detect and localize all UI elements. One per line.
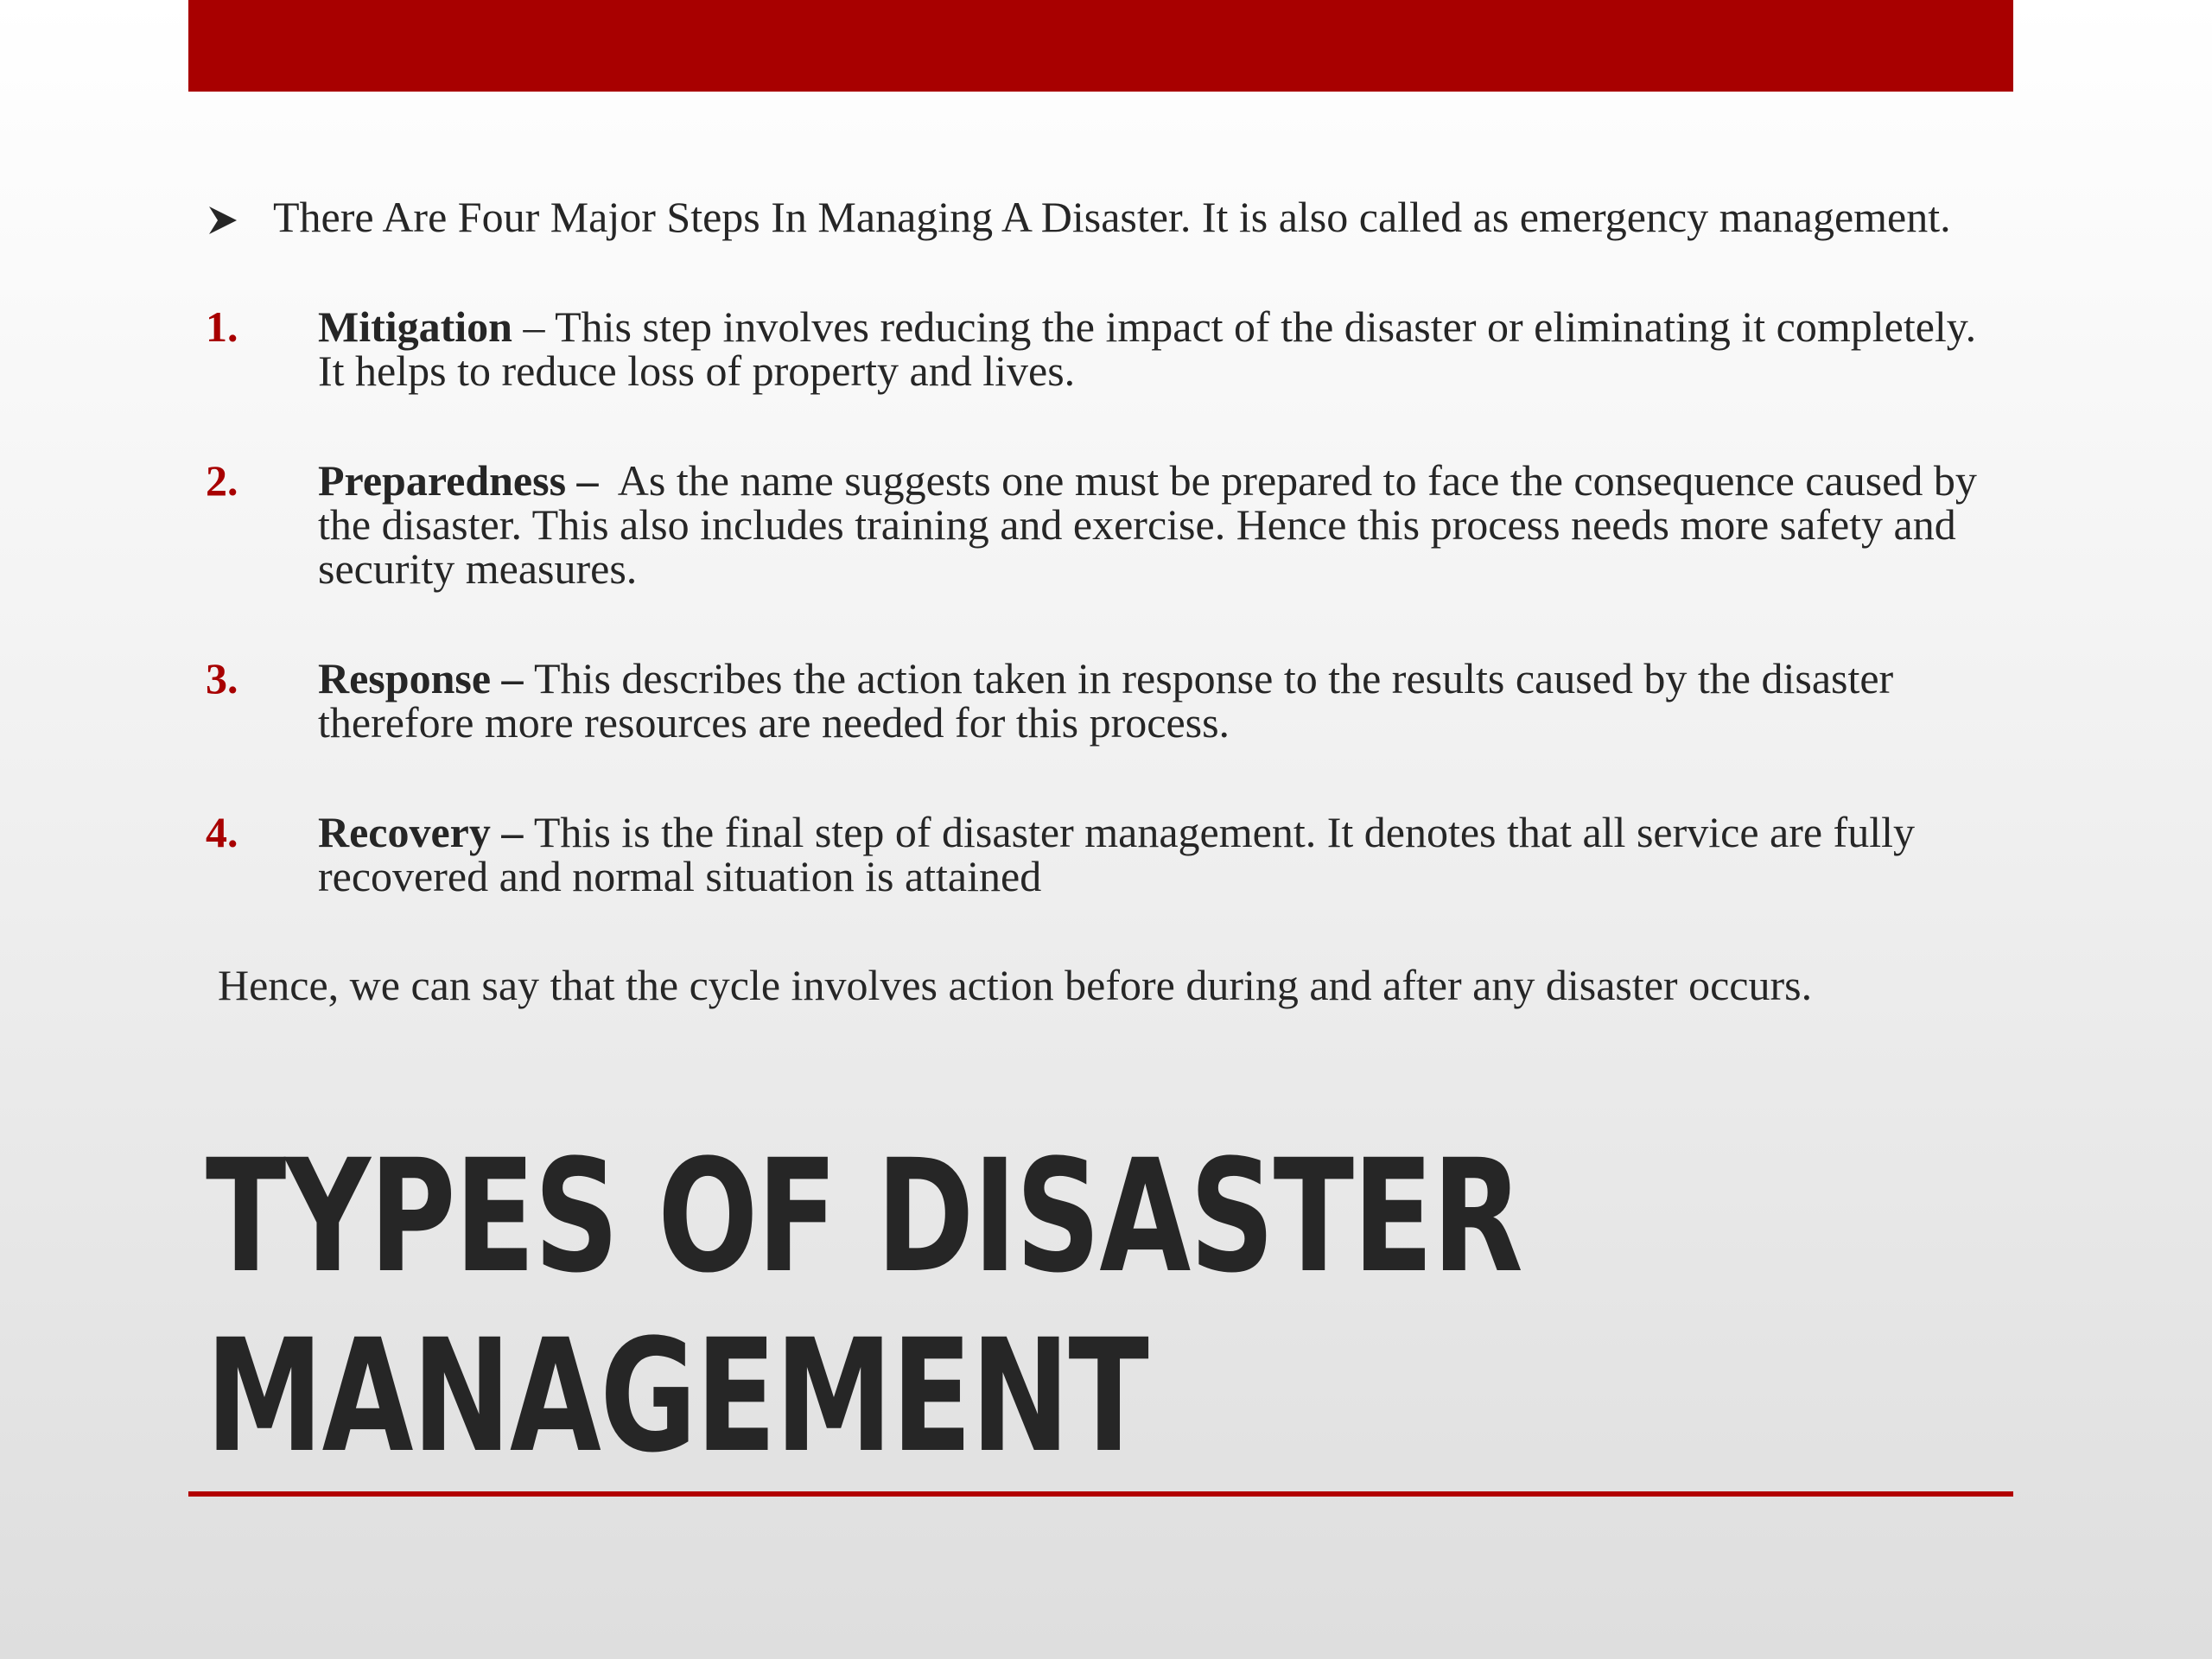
step-separator: – (490, 808, 534, 856)
step-number: 1. (206, 302, 238, 351)
slide-title (206, 1128, 1522, 1487)
steps-list (206, 302, 2003, 900)
step-separator: – (491, 654, 535, 702)
step-body (318, 810, 2003, 899)
step-item (206, 654, 2003, 747)
step-text: As the name suggests one must be prepared to face the consequence caused by the disaster. This also includes training and exercise. Hence this process needs more safety and security measures. (318, 456, 1977, 593)
step-item (206, 456, 2003, 593)
step-separator: – (512, 302, 556, 351)
step-number: 3. (206, 654, 238, 702)
step-title: Preparedness – (318, 456, 599, 505)
step-body (318, 456, 2003, 593)
title-underline (188, 1491, 2013, 1497)
intro-text: There Are Four Major Steps In Managing A Disaster. It is also called as emergency management. (273, 193, 1951, 241)
arrow-bullet-icon (206, 203, 240, 238)
step-item (206, 302, 2003, 395)
step-number: 4. (206, 808, 238, 856)
step-title: Recovery (318, 808, 491, 856)
step-text: This describes the action taken in response to the results caused by the disaster therefore more resources are needed for this process. (318, 654, 1894, 747)
step-separator (599, 456, 618, 505)
step-item (206, 810, 2003, 899)
step-number: 2. (206, 456, 238, 505)
step-text: This step involves reducing the impact of the disaster or eliminating it completely. It helps to reduce loss of property and lives. (318, 302, 1977, 395)
top-accent-bar (188, 0, 2013, 92)
slide-title-line-1: TYPES OF DISASTER (206, 1127, 1522, 1307)
step-body (318, 302, 2003, 395)
slide-title-line-2: MANAGEMENT (206, 1306, 1148, 1487)
step-text: This is the final step of disaster management. It denotes that all service are fully recovered and normal situation is attained (318, 808, 1915, 900)
slide-body (206, 194, 2003, 1007)
intro-bullet (206, 194, 2003, 239)
step-body (318, 654, 2003, 747)
step-title: Response (318, 654, 492, 702)
step-title: Mitigation (318, 302, 512, 351)
conclusion-text: Hence, we can say that the cycle involves action before during and after any disaster occurs. (218, 961, 1813, 1009)
